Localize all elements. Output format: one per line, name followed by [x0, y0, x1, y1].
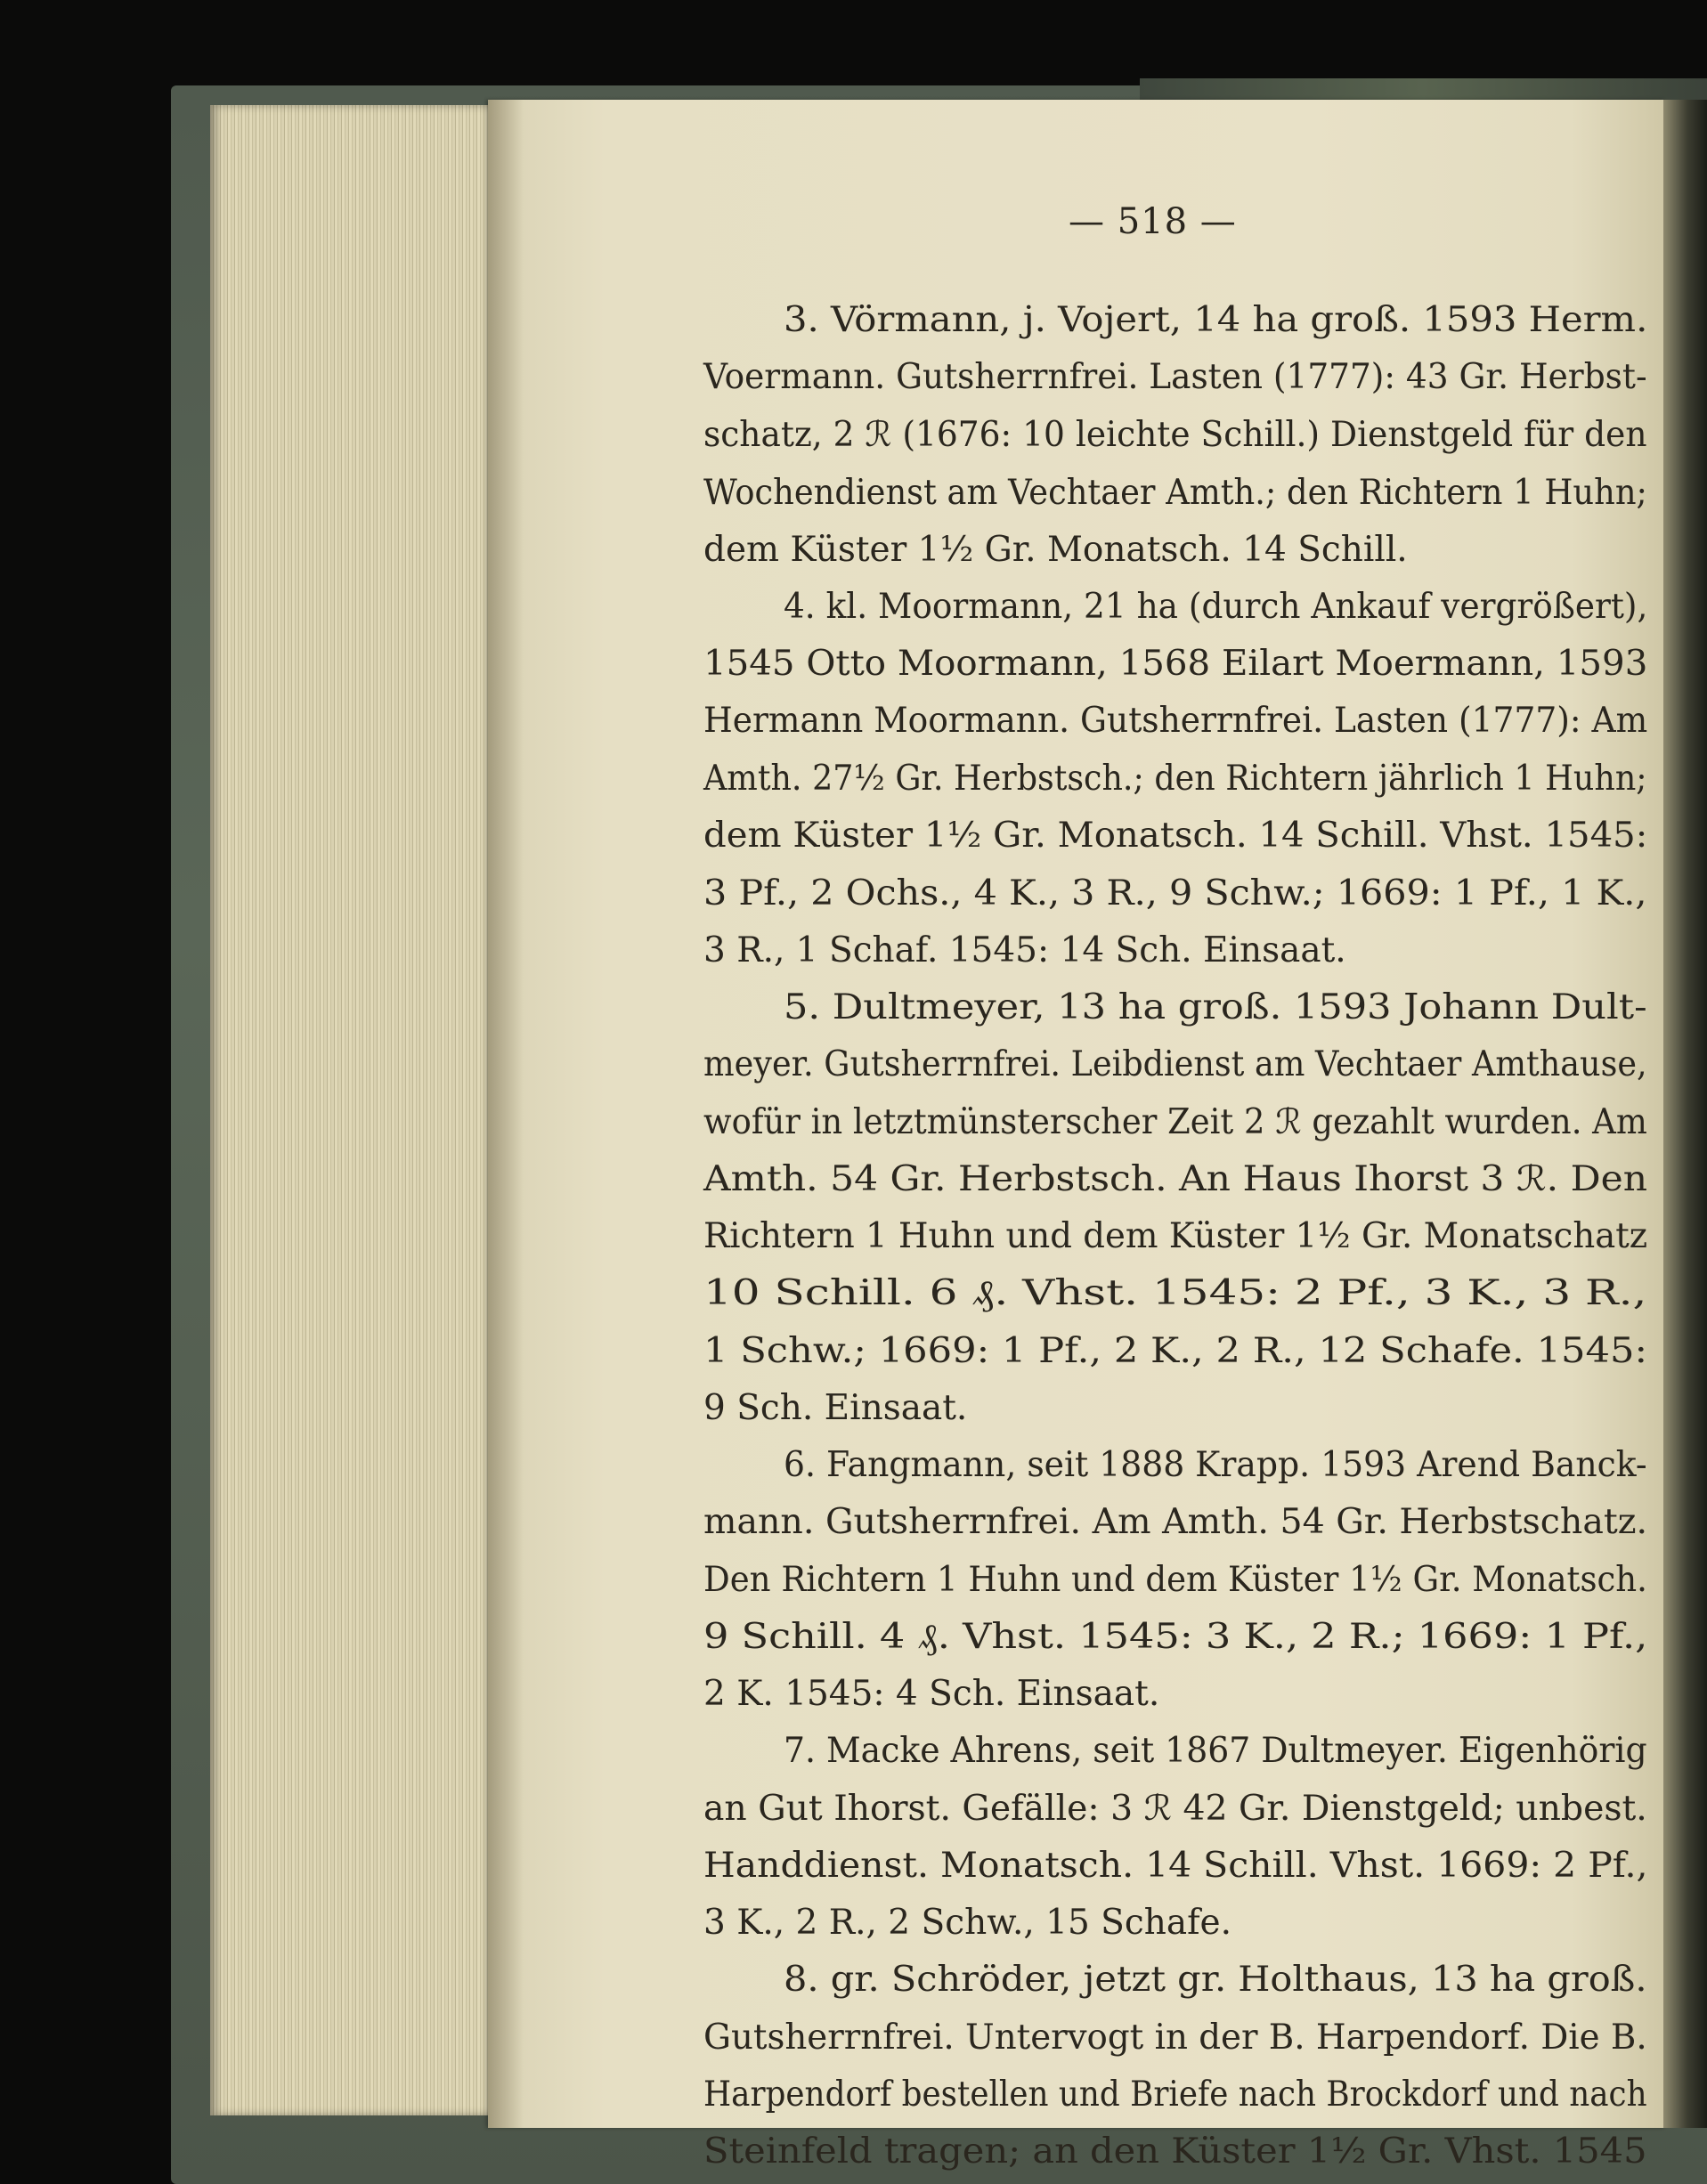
text-line: 1545 Otto Moormann, 1568 Eilart Moermann, 1593 — [703, 644, 1648, 684]
text-line: 9 Sch. Einsaat. — [703, 1388, 968, 1428]
text-line: 1 Schw.; 1669: 1 Pf., 2 K., 2 R., 12 Schafe. 1545: — [703, 1331, 1648, 1371]
text-line: Amth. 54 Gr. Herbstsch. An Haus Ihorst 3 ℛ. Den — [703, 1159, 1647, 1199]
text-line: Den Richtern 1 Huhn und dem Küster 1½ Gr. Monatsch. — [703, 1560, 1647, 1600]
page-number: — 518 — — [1069, 201, 1237, 242]
text-line: 7. Macke Ahrens, seit 1867 Dultmeyer. Eigenhörig — [784, 1731, 1647, 1771]
text-line: dem Küster 1½ Gr. Monatsch. 14 Schill. — [703, 530, 1408, 570]
text-line: 3 K., 2 R., 2 Schw., 15 Schafe. — [703, 1903, 1231, 1943]
page-right-shadow — [1663, 100, 1707, 2128]
text-line: dem Küster 1½ Gr. Monatsch. 14 Schill. Vhst. 1545: — [703, 816, 1648, 856]
page-edges — [210, 105, 490, 2115]
text-line: wofür in letztmünsterscher Zeit 2 ℛ gezahlt wurden. Am — [703, 1102, 1647, 1142]
text-line: 2 K. 1545: 4 Sch. Einsaat. — [703, 1674, 1160, 1714]
text-line: 8. gr. Schröder, jetzt gr. Holthaus, 13 ha groß. — [784, 1960, 1647, 2000]
text-line: Wochendienst am Vechtaer Amth.; den Richtern 1 Huhn; — [703, 473, 1647, 513]
text-line: Hermann Moormann. Gutsherrnfrei. Lasten (1777): Am — [703, 701, 1648, 741]
text-line: meyer. Gutsherrnfrei. Leibdienst am Vechtaer Amthause, — [703, 1044, 1647, 1084]
text-line: Steinfeld tragen; an den Küster 1½ Gr. Vhst. 1545 — [703, 2131, 1647, 2172]
text-line: 3. Vörmann, j. Vojert, 14 ha groß. 1593 Herm. — [784, 300, 1648, 340]
page-gutter-shadow — [488, 100, 524, 2128]
text-line: Amth. 27½ Gr. Herbstsch.; den Richtern jährlich 1 Huhn; — [703, 759, 1647, 799]
text-line: an Gut Ihorst. Gefälle: 3 ℛ 42 Gr. Dienstgeld; unbest. — [703, 1789, 1647, 1829]
text-line: 5. Dultmeyer, 13 ha groß. 1593 Johann Dult- — [784, 987, 1647, 1027]
text-line: Handdienst. Monatsch. 14 Schill. Vhst. 1669: 2 Pf., — [703, 1846, 1648, 1886]
text-line: Richtern 1 Huhn und dem Küster 1½ Gr. Monatschatz — [703, 1216, 1648, 1256]
text-line: 9 Schill. 4 ₰. Vhst. 1545: 3 K., 2 R.; 1669: 1 Pf., — [703, 1617, 1648, 1657]
text-line: 6. Fangmann, seit 1888 Krapp. 1593 Arend Banck- — [784, 1445, 1647, 1485]
text-line: Gutsherrnfrei. Untervogt in der B. Harpendorf. Die B. — [703, 2018, 1647, 2058]
text-line: mann. Gutsherrnfrei. Am Amth. 54 Gr. Herbstschatz. — [703, 1502, 1648, 1542]
text-line: 3 R., 1 Schaf. 1545: 14 Sch. Einsaat. — [703, 930, 1346, 970]
text-line: 10 Schill. 6 ₰. Vhst. 1545: 2 Pf., 3 K., 3 R., — [703, 1273, 1647, 1313]
text-line: Harpendorf bestellen und Briefe nach Brockdorf und nach — [703, 2074, 1647, 2115]
text-line: 3 Pf., 2 Ochs., 4 K., 3 R., 9 Schw.; 1669: 1 Pf., 1 K., — [703, 873, 1647, 913]
text-line: Voermann. Gutsherrnfrei. Lasten (1777): 43 Gr. Herbst- — [703, 357, 1647, 397]
text-line: schatz, 2 ℛ (1676: 10 leichte Schill.) Dienstgeld für den — [703, 415, 1647, 455]
text-line: 4. kl. Moormann, 21 ha (durch Ankauf vergrößert), — [784, 587, 1648, 627]
